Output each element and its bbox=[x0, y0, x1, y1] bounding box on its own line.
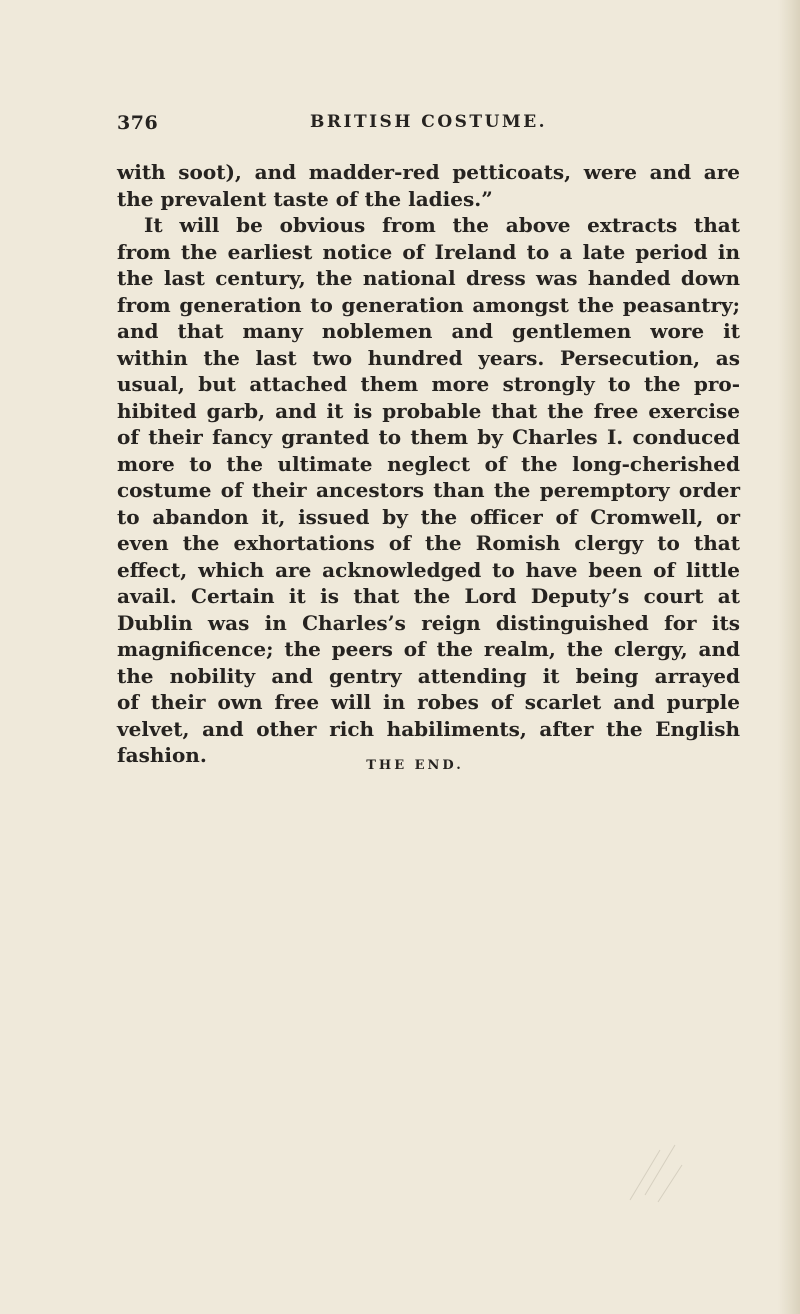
text-line: the nobility and gentry attending it being arrayed bbox=[117, 663, 740, 688]
text-line: from generation to generation amongst the peasantry; bbox=[117, 292, 740, 317]
text-line: Dublin was in Charles’s reign distinguished for its bbox=[117, 610, 740, 635]
text-line: effect, which are acknowledged to have been of little bbox=[117, 557, 740, 582]
body-text bbox=[117, 159, 740, 769]
text-line: usual, but attached them more strongly to the pro- bbox=[117, 372, 740, 396]
text-line: even the exhortations of the Romish clergy to that bbox=[117, 531, 740, 555]
text-line: costume of their ancestors than the peremptory order bbox=[117, 478, 740, 502]
text-line: hibited garb, and it is probable that the free exercise bbox=[117, 398, 740, 423]
text-line: to abandon it, issued by the officer of Cromwell, or bbox=[117, 504, 740, 529]
text-line: avail. Certain it is that the Lord Deputy’s court at bbox=[117, 584, 740, 608]
text-line: velvet, and other rich habiliments, after the English bbox=[117, 716, 740, 741]
text-line: magnificence; the peers of the realm, the clergy, and bbox=[117, 637, 740, 661]
text-line: within the last two hundred years. Persecution, as bbox=[117, 345, 740, 370]
running-title: BRITISH COSTUME. bbox=[310, 112, 548, 132]
text-line: of their own free will in robes of scarlet and purple bbox=[117, 690, 740, 714]
text-line: It will be obvious from the above extracts that bbox=[144, 213, 740, 237]
text-line: from the earliest notice of Ireland to a late period in bbox=[117, 239, 740, 264]
page-edge bbox=[778, 0, 800, 1314]
text-line: more to the ultimate neglect of the long-cherished bbox=[117, 451, 740, 476]
text-line: the last century, the national dress was handed down bbox=[117, 266, 740, 290]
page-number: 376 bbox=[117, 112, 159, 134]
paper-smudge bbox=[620, 1130, 700, 1210]
text-line: the prevalent taste of the ladies.” bbox=[117, 186, 493, 211]
text-line: and that many noblemen and gentlemen wore it bbox=[117, 319, 740, 343]
text-line: fashion. bbox=[117, 743, 207, 767]
text-line: of their fancy granted to them by Charles I. conduced bbox=[117, 425, 740, 449]
end-mark: THE END. bbox=[366, 758, 464, 773]
text-line: with soot), and madder-red petticoats, were and are bbox=[117, 160, 740, 184]
running-header bbox=[0, 112, 800, 142]
